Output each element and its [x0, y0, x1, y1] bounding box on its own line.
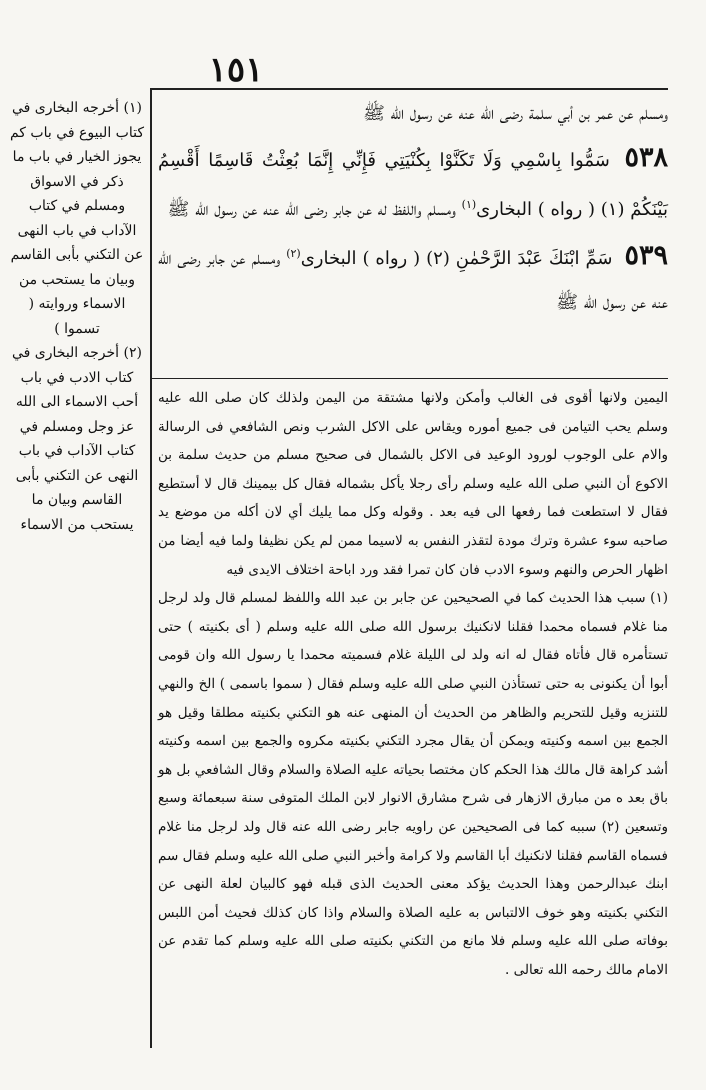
footnote-ref: (١) — [600, 199, 625, 220]
citation: ( رواه ) البخارى — [476, 199, 595, 220]
margin-note: (٢) أخرجه البخارى في كتاب الادب في باب أحب الاسماء الى الله عز وجل ومسلم في كتاب الآداب في باب النهى عن التكني بأبى القاسم وبيان ما يستحب من الاسماء — [11, 345, 142, 533]
commentary — [158, 384, 668, 984]
commentary-paragraph: (١) سبب هذا الحديث كما في الصحيحين عن جابر بن عبد الله واللفظ لمسلم قال ولد لرجل منا غلام فسماه محمدا فقلنا لانكنيك برسول الله صلى الله عليه وسلم ( أى بكنيته ) حتى تستأمره قال فأتاه فقال له انه ولد لى الليلة غلام فسميته محمدا يا رسول الله وان قومى أبوا أن يكنونى به حتى تستأذن النبي صلى الله عليه وسلم فقال ( سموا باسمى ) الخ والنهي للتنزيه وقيل للتحريم والظاهر من الحديث أن المنهى عنه هو التكني بكنيته مطلقا وقيل هو الجمع بين اسمه وكنيته ويمكن أن يقال مجرد التكني بكنيته مكروه والجمع بين اسمه وكنيته أشد كراهة قال مالك هذا الحكم كان مختصا بحياته عليه الصلاة والسلام وقال الشافعي بل هو باق بعد ه من مبارق الازهار فى شرح مشارق الانوار لابن الملك المتوفى سنة سبعمائة وسبع وتسعين (٢) سببه كما فى الصحيحين عن راويه جابر رضى الله عنه قال ولد لرجل منا غلام فسماه القاسم فقلنا لانكنيك أبا القاسم ولا كرامة وأخبر النبي صلى الله عليه وسلم فقال سم ابنك عبدالرحمن وهذا الحديث يؤكد معنى الحديث الذى قبله فهو كالبيان لعلة النهى عن التكني بكنيته وهو خوف الالتباس به عليه الصلاة والسلام واذا كان كذلك فحيث أمن اللبس بوفاته صلى الله عليه وسلم فلا مانع من التكني بكنيته صلى الله عليه وسلم كما تقدم عن الامام مالك رحمه الله تعالى . — [158, 590, 668, 978]
citation-rest: ومسلم واللفظ له عن جابر رضى الله عنه عن رسول الله ﷺ — [167, 199, 456, 220]
citation-ref: (٢) — [286, 247, 301, 260]
commentary-paragraph: اليمين ولانها أقوى فى الغالب وأمكن ولانها مشتقة من اليمن ولذلك كان صلى الله عليه وسلم يحب التيامن فى جميع أموره ويقاس على الاكل الشرب ونص الشافعي فى الرسالة والام على الوجوب لورود الوعيد فى الاكل بالشمال فى صحيح مسلم من حديث سلمة بن الاكوع أن النبي صلى الله عليه وسلم رأى رجلا يأكل بشماله فقال كل بيمينك قال لا أستطيع فقال لا استطعت فما رفعها الى فيه بعد . وقوله وكل مما يليك أي لان أكله من موضع يد صاحبه سوء عشرة وترك مودة لتقذر النفس به لاسيما ممن لم يكن نظيفا ولما فيه أيضا من اظهار الحرص والنهم وسوء الادب فان كان تمرا فقد ورد اباحة اختلاف الايدى فيه — [158, 390, 668, 578]
hadith-number: ٥٣٩ — [624, 240, 668, 271]
page-number: ١٥١ — [208, 50, 264, 90]
hadith-text: سَمِّ ابْنَكَ عَبْدَ الرَّحْمٰنِ — [455, 248, 613, 269]
top-rule — [150, 88, 668, 90]
intro-line: ومسلم عن عمر بن أبي سلمة رضى الله عنه عن رسول الله ﷺ — [363, 103, 668, 124]
margin-note: (١) أخرجه البخارى في كتاب البيوع في باب كم يجوز الخيار في باب ما ذكر في الاسواق ومسلم في كتاب الآداب في باب النهى عن التكني بأبى القاسم وبيان ما يستحب من الاسماء وروايته ( تسموا ) — [9, 100, 144, 337]
main-text — [158, 92, 668, 325]
hadith-539 — [158, 232, 668, 325]
citation: ( رواه ) البخارى — [300, 248, 421, 269]
margin-notes — [10, 96, 144, 537]
hadith-number: ٥٣٨ — [624, 142, 668, 173]
hadith-text: سَمُّوا بِاسْمِي وَلَا تَكَنَّوْا بِكُنْيَتِي فَإِنِّي إِنَّمَا بُعِثْتُ قَاسِمًا أَقْسِمُ بَيْنَكُمْ — [158, 150, 668, 220]
column-divider — [150, 88, 152, 1048]
section-rule — [150, 378, 668, 379]
footnote-ref: (٢) — [426, 248, 450, 269]
citation-ref: (١) — [461, 198, 477, 211]
hadith-538 — [158, 136, 668, 232]
citation-rest: ومسلم عن جابر رضى الله عنه عن رسول الله ﷺ — [158, 248, 668, 313]
